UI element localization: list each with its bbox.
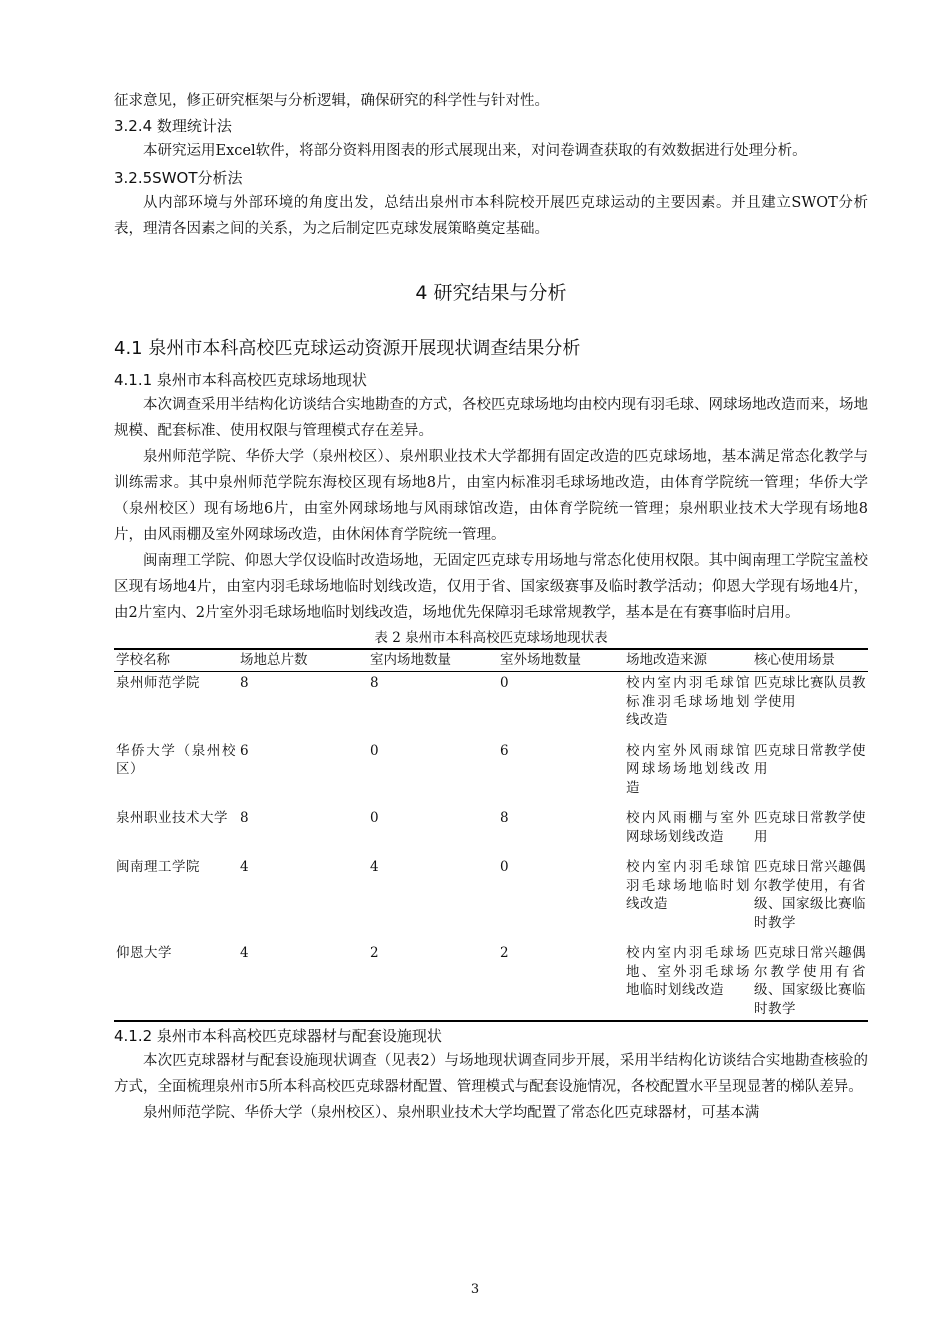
table-cell: 匹克球日常兴趣偶尔教学使用有省级、国家级比赛临时教学: [752, 942, 868, 1021]
paragraph: 泉州师范学院、华侨大学（泉州校区）、泉州职业技术大学都拥有固定改造的匹克球场地，基本满足常态化教学与训练需求。其中泉州师范学院东海校区现有场地8片，由室内标准羽毛球场地改造，由体育学院统一管理；华侨大学（泉州校区）现有场地6片，由室外网球场地与风雨球馆改造，由体育学院统一管理；泉州职业技术大学现有场地8片，由风雨棚及室外网球场改造，由休闲体育学院统一管理。: [114, 449, 868, 543]
table-cell: 泉州师范学院: [116, 675, 200, 691]
paragraph: 征求意见，修正研究框架与分析逻辑，确保研究的科学性与针对性。: [114, 93, 549, 109]
paragraph: 从内部环境与外部环境的角度出发，总结出泉州市本科院校开展匹克球运动的主要因素。并且建立SWOT分析表，理清各因素之间的关系，为之后制定匹克球发展策略奠定基础。: [114, 195, 868, 237]
table-cell: 匹克球日常教学使用: [754, 742, 866, 777]
subsection-heading-4-1-2: 4.1.2 泉州市本科高校匹克球器材与配套设施现状: [114, 1027, 442, 1045]
table-cell: 0: [500, 859, 509, 875]
table-cell: 匹克球日常教学使用: [754, 810, 866, 845]
table-caption: 表 2 泉州市本科高校匹克球场地现状表: [374, 630, 608, 646]
table-cell: 8: [240, 810, 249, 826]
table-cell: 匹克球比赛队员教学使用: [754, 675, 866, 710]
chapter-title: 4 研究结果与分析: [415, 282, 567, 304]
section-heading-4-1: 4.1 泉州市本科高校匹克球运动资源开展现状调查结果分析: [114, 338, 581, 359]
table-cell: 8: [500, 810, 509, 826]
column-header: 室外场地数量: [498, 649, 624, 672]
table-cell: 6: [500, 742, 509, 759]
table-row: [114, 856, 868, 942]
table-cell: 华侨大学（泉州校区）: [116, 742, 236, 777]
table-cell: 6: [240, 742, 249, 759]
table-cell: 8: [370, 675, 379, 691]
column-header: 核心使用场景: [752, 649, 868, 672]
column-header: 场地改造来源: [624, 649, 752, 672]
table-row: [114, 807, 868, 856]
table-cell: 泉州职业技术大学: [116, 810, 228, 826]
column-header: 场地总片数: [238, 649, 368, 672]
table-cell: 仰恩大学: [114, 942, 238, 1021]
table-cell: 匹克球日常兴趣偶尔教学使用，有省级、国家级比赛临时教学: [754, 859, 866, 931]
table-cell: 4: [240, 859, 249, 875]
table-cell: 校内室内羽毛球馆羽毛球场地临时划线改造: [626, 859, 750, 912]
subsection-heading-4-1-1: 4.1.1 泉州市本科高校匹克球场地现状: [114, 371, 367, 389]
table-row: [114, 942, 868, 1021]
subsection-heading-3-2-5: 3.2.5SWOT分析法: [114, 169, 243, 187]
table-cell: 8: [240, 675, 249, 691]
table-cell: 4: [238, 942, 368, 1021]
paragraph: 闽南理工学院、仰恩大学仅设临时改造场地，无固定匹克球专用场地与常态化使用权限。其中闽南理工学院宝盖校区现有场地4片，由室内羽毛球场地临时划线改造，仅用于省、国家级赛事及临时教学活动；仰恩大学现有场地4片，由2片室内、2片室外羽毛球场地临时划线改造，场地优先保障羽毛球常规教学，基本是在有赛事临时启用。: [114, 553, 868, 621]
paragraph: 泉州师范学院、华侨大学（泉州校区）、泉州职业技术大学均配置了常态化匹克球器材，可基本满: [143, 1105, 760, 1121]
table-cell: 2: [498, 942, 624, 1021]
page-content: [114, 88, 868, 1126]
table-cell: 4: [370, 859, 379, 875]
page-number: 3: [470, 1282, 480, 1297]
table-cell: 校内室内羽毛球馆标准羽毛球场地划线改造: [626, 675, 750, 728]
paragraph: 本次调查采用半结构化访谈结合实地勘查的方式，各校匹克球场地均由校内现有羽毛球、网球场地改造而来，场地规模、配套标准、使用权限与管理模式存在差异。: [114, 397, 868, 439]
table-cell: 校内室内羽毛球场地、室外羽毛球场地临时划线改造: [624, 942, 752, 1021]
paragraph: 本次匹克球器材与配套设施现状调查（见表2）与场地现状调查同步开展，采用半结构化访谈结合实地勘查核验的方式，全面梳理泉州市5所本科高校匹克球器材配置、管理模式与配套设施情况，各校配置水平呈现显著的梯队差异。: [114, 1053, 868, 1095]
table-header-row: [114, 649, 868, 672]
table-cell: 校内室外风雨球馆网球场场地划线改造: [626, 742, 750, 796]
table-row: [114, 672, 868, 740]
table-cell: 校内风雨棚与室外网球场划线改造: [626, 810, 750, 845]
subsection-heading-3-2-4: 3.2.4 数理统计法: [114, 117, 232, 135]
column-header: 室内场地数量: [368, 649, 498, 672]
table-cell: 0: [370, 742, 379, 759]
table-cell: 0: [500, 675, 509, 691]
table-cell: 2: [368, 942, 498, 1021]
venue-status-table: [114, 648, 868, 1022]
paragraph: 本研究运用Excel软件，将部分资料用图表的形式展现出来，对问卷调查获取的有效数据进行处理分析。: [143, 143, 807, 159]
table-row: [114, 740, 868, 808]
column-header: 学校名称: [114, 649, 238, 672]
table-cell: 0: [370, 810, 379, 826]
table-cell: 闽南理工学院: [116, 859, 200, 875]
